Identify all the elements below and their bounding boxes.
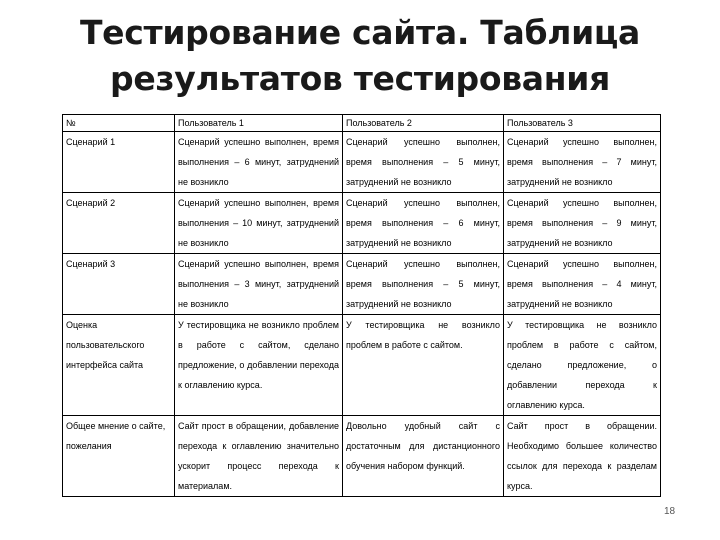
row-label: Общее мнение о сайте, пожелания: [63, 416, 175, 497]
table-cell: Сценарий успешно выполнен, время выполнения – 6 минут, затруднений не возникло: [343, 193, 504, 254]
table-row: [63, 416, 661, 497]
table-cell: Сайт прост в обращении, добавление перехода к оглавлению значительно ускорит процесс перехода к материалам.: [175, 416, 343, 497]
table-row: [63, 315, 661, 416]
table-cell: Сценарий успешно выполнен, время выполнения – 10 минут, затруднений не возникло: [175, 193, 343, 254]
slide-title-line-2: результатов тестирования: [110, 59, 610, 98]
row-label: Сценарий 1: [63, 132, 175, 193]
table-cell: Сценарий успешно выполнен, время выполнения – 5 минут, затруднений не возникло: [343, 132, 504, 193]
header-user-2: Пользователь 2: [343, 115, 504, 132]
table-header-row: [63, 115, 661, 132]
header-user-1: Пользователь 1: [175, 115, 343, 132]
table-cell: Сценарий успешно выполнен, время выполнения – 4 минут, затруднений не возникло: [504, 254, 661, 315]
slide-title: [0, 10, 720, 102]
table-cell: Сценарий успешно выполнен, время выполнения – 7 минут, затруднений не возникло: [504, 132, 661, 193]
row-label: Оценка пользовательского интерфейса сайта: [63, 315, 175, 416]
header-number: №: [63, 115, 175, 132]
table-cell: У тестировщика не возникло проблем в работе с сайтом, сделано предложение, о добавлении перехода к оглавлению курса.: [504, 315, 661, 416]
table-row: [63, 132, 661, 193]
row-label: Сценарий 3: [63, 254, 175, 315]
table-cell: Сайт прост в обращении. Необходимо большее количество ссылок для перехода к разделам курса.: [504, 416, 661, 497]
table-cell: Сценарий успешно выполнен, время выполнения – 9 минут, затруднений не возникло: [504, 193, 661, 254]
table-row: [63, 193, 661, 254]
table-cell: Сценарий успешно выполнен, время выполнения – 6 минут, затруднений не возникло: [175, 132, 343, 193]
table-cell: Сценарий успешно выполнен, время выполнения – 3 минут, затруднений не возникло: [175, 254, 343, 315]
table-cell: У тестировщика не возникло проблем в работе с сайтом, сделано предложение, о добавлении перехода к оглавлению курса.: [175, 315, 343, 416]
table-cell: У тестировщика не возникло проблем в работе с сайтом.: [343, 315, 504, 416]
table-cell: Сценарий успешно выполнен, время выполнения – 5 минут, затруднений не возникло: [343, 254, 504, 315]
slide-title-line-1: Тестирование сайта. Таблица: [79, 13, 641, 52]
results-table: [62, 114, 661, 497]
row-label: Сценарий 2: [63, 193, 175, 254]
table-row: [63, 254, 661, 315]
table-cell: Довольно удобный сайт с достаточным для дистанционного обучения набором функций.: [343, 416, 504, 497]
header-user-3: Пользователь 3: [504, 115, 661, 132]
page-number: 18: [664, 506, 676, 517]
